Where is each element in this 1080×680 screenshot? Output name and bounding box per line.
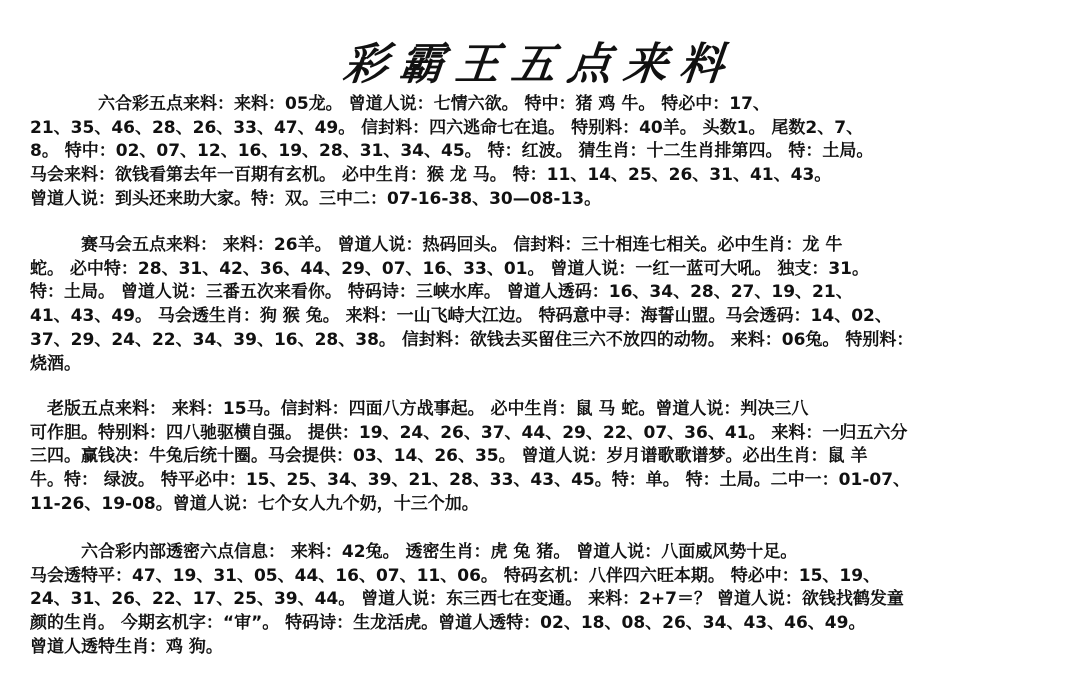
- text-line: 三四。赢钱决：牛兔后统十圈。马会提供：03、14、26、35。 曾道人说：岁月谱歌歌谱梦。必出生肖：鼠 羊: [30, 446, 868, 467]
- text-line: 特：土局。 曾道人说：三番五次来看你。 特码诗：三峡水库。 曾道人透码：16、34、28、27、19、21、: [30, 282, 853, 303]
- page-title: 彩霸王五点来料: [340, 39, 739, 90]
- text-line: 21、35、46、28、26、33、47、49。 信封料：四六逃命七在追。 特别料：40羊。 头数1。 尾数2、7、: [30, 117, 864, 138]
- text-line: 11-26、19-08。曾道人说：七个女人九个奶，十三个加。: [30, 493, 479, 514]
- text-line: 可作胆。特别料：四八驰驱横自强。 提供：19、24、26、37、44、29、22、07、36、41。 来料：一归五六分: [30, 422, 908, 443]
- text-line: 41、43、49。 马会透生肖：狗 猴 兔。 来料：一山飞峙大江边。 特码意中寻：海誓山盟。马会透码：14、02、: [30, 306, 892, 327]
- text-line: 8。 特中：02、07、12、16、19、28、31、34、45。 特：红波。 猜生肖：十二生肖排第四。 特：土局。: [30, 141, 874, 162]
- text-line: 老版五点来料： 来料：15马。信封料：四面八方战事起。 必中生肖：鼠 马 蛇。曾道人说：判决三八: [30, 399, 809, 419]
- section-horse-club-five-points: [30, 234, 1052, 376]
- text-line: 24、31、26、22、17、25、39、44。 曾道人说：东三西七在变通。 来料：2+7＝？ 曾道人说：欲钱找鹤发童: [30, 589, 904, 610]
- text-line: 曾道人说：到头还来助大家。特：双。三中二：07-16-38、30—08-13。: [30, 188, 602, 209]
- section-liuhecai-five-points: [30, 93, 1052, 212]
- section-internal-six-points: [30, 541, 1052, 660]
- text-line: 六合彩内部透密六点信息： 来料：42兔。 透密生肖：虎 兔 猪。 曾道人说：八面威风势十足。: [30, 542, 798, 562]
- text-line: 烧酒。: [30, 353, 81, 374]
- text-line: 37、29、24、22、34、39、16、28、38。 信封料：欲钱去买留住三六不放四的动物。 来料：06兔。 特别料：: [30, 329, 914, 350]
- text-line: 马会透特平：47、19、31、05、44、16、07、11、06。 特码玄机：八伴四六旺本期。 特必中：15、19、: [30, 565, 881, 586]
- text-line: 颜的生肖。 今期玄机字：“审”。 特码诗：生龙活虎。曾道人透特：02、18、08、26、34、43、46、49。: [30, 613, 866, 634]
- text-line: 马会来料：欲钱看第去年一百期有玄机。 必中生肖：猴 龙 马。 特：11、14、25、26、31、41、43。: [30, 165, 832, 186]
- text-line: 牛。特： 绿波。 特平必中：15、25、34、39、21、28、33、43、45。特：单。 特：土局。二中一：01-07、: [30, 470, 911, 491]
- text-line: 赛马会五点来料： 来料：26羊。 曾道人说：热码回头。 信封料：三十相连七相关。必中生肖：龙 牛: [30, 235, 843, 255]
- section-old-version-five-points: [30, 398, 1052, 517]
- text-line: 蛇。 必中特：28、31、42、36、44、29、07、16、33、01。 曾道人说：一红一蓝可大吼。 独支：31。: [30, 258, 869, 279]
- text-line: 六合彩五点来料：来料：05龙。 曾道人说：七情六欲。 特中：猪 鸡 牛。 特必中：17、: [30, 94, 770, 114]
- text-line: 曾道人透特生肖：鸡 狗。: [30, 636, 223, 657]
